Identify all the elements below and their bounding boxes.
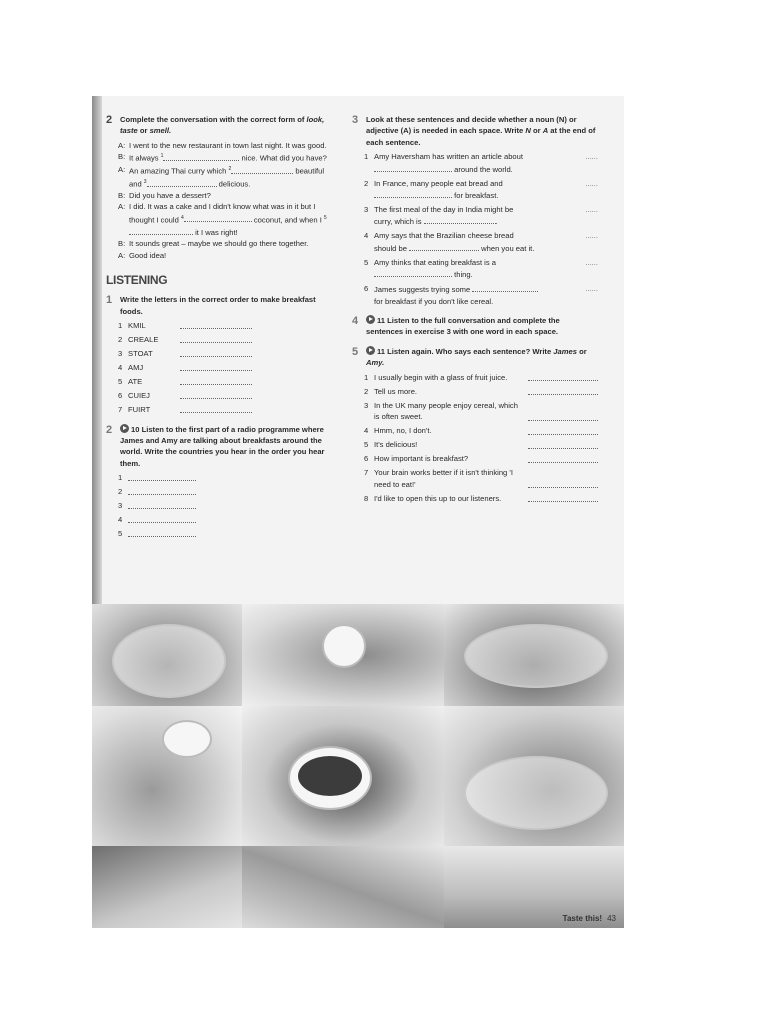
answer-line[interactable] (528, 426, 598, 435)
photo-fork-plate (92, 846, 242, 928)
exercise-instruction: 11 Listen to the full conversation and complete the sentences in exercise 3 with one word in each space. (366, 316, 560, 337)
answer-line[interactable] (180, 320, 252, 329)
list-item: 3 STOAT (118, 348, 334, 359)
answer-line[interactable] (180, 362, 252, 371)
answer-line[interactable] (180, 348, 252, 357)
conversation-line: B: It sounds great – maybe we should go there together. (118, 239, 309, 249)
exercise-instruction: Look at these sentences and decide whether a noun (N) or adjective (A) is needed in each space. Write N or A at the end of each sentence. (366, 115, 596, 147)
answer-gap-3[interactable] (147, 178, 217, 187)
answer-line[interactable] (128, 528, 196, 537)
na-answer-line[interactable]: ...... (585, 231, 598, 241)
exercise-number: 5 (352, 345, 359, 358)
answer-line[interactable] (180, 390, 252, 399)
exercise-instruction: 11 Listen again. Who says each sentence? Write James or Amy. (366, 346, 587, 368)
list-item: 4 (118, 514, 334, 525)
list-item: 5 It's delicious! (364, 439, 598, 450)
answer-line[interactable] (528, 454, 598, 463)
conversation-line: A: I did. It was a cake and I didn't know what was in it but I thought I could $^4$ coconut, and when I $^5$ it I was right! (118, 202, 327, 237)
exercise-number: 4 (352, 315, 359, 328)
answer-gap[interactable] (374, 268, 452, 277)
list-item: 2 Tell us more. (364, 386, 598, 397)
list-item: 8 I'd like to open this up to our listeners. (364, 493, 598, 504)
photo-fruit-tart (444, 604, 624, 706)
answer-gap-2[interactable] (231, 165, 293, 174)
speaker-list (364, 372, 598, 504)
answer-gap-1[interactable] (163, 152, 239, 161)
na-answer-line[interactable]: ...... (585, 284, 598, 294)
exercise-instruction: Write the letters in the correct order to make breakfast foods. (120, 295, 316, 316)
list-item: 3 In the UK many people enjoy cereal, which is often sweet. (364, 400, 598, 423)
answer-line[interactable] (528, 412, 598, 421)
conversation-line: A: Good idea! (118, 250, 167, 260)
answer-gap[interactable] (424, 215, 496, 224)
right-column (352, 114, 598, 512)
na-answer-line[interactable]: ...... (585, 257, 598, 267)
exercise-number: 2 (106, 423, 113, 436)
answer-line[interactable] (128, 472, 196, 481)
photo-croissants (242, 604, 444, 706)
answer-gap-4[interactable] (184, 213, 252, 222)
answer-line[interactable] (528, 372, 598, 381)
answer-line[interactable] (128, 500, 196, 509)
conversation-line: B: Did you have a dessert? (118, 191, 211, 201)
photo-coffee-cup (92, 706, 242, 846)
answer-line[interactable] (528, 493, 598, 502)
answer-line[interactable] (528, 479, 598, 488)
list-item: 1 KMIL (118, 320, 334, 331)
audio-play-icon[interactable] (120, 424, 129, 433)
exercise-number: 2 (106, 114, 113, 126)
answer-line[interactable] (528, 386, 598, 395)
list-item: 2 CREALE (118, 334, 334, 345)
list-item: 3 (118, 500, 334, 511)
conversation-line: A: An amazing Thai curry which $^2$ beautiful and $^3$ delicious. (118, 165, 325, 189)
answer-line[interactable] (180, 334, 252, 343)
answer-gap[interactable] (409, 242, 479, 251)
answer-line[interactable] (180, 376, 252, 385)
answer-line[interactable] (528, 440, 598, 449)
exercise-3 (352, 114, 598, 307)
breakfast-photo-collage (92, 604, 624, 928)
countries-list (118, 472, 334, 539)
answer-gap[interactable] (374, 189, 452, 198)
list-item: 7 FUIRT (118, 404, 334, 415)
na-answer-line[interactable]: ...... (585, 178, 598, 188)
conversation (118, 140, 334, 261)
list-item: 1 (118, 472, 334, 483)
list-item: 3 The first meal of the day in India might be curry, which is . ...... (364, 205, 598, 227)
conversation-line: B: It always $^1$ nice. What did you have? (118, 152, 327, 163)
na-answer-line[interactable]: ...... (585, 205, 598, 215)
listening-exercise-2 (106, 424, 334, 540)
exercise-number: 3 (352, 114, 359, 126)
list-item: 7 Your brain works better if it isn't thinking 'I need to eat!' (364, 467, 598, 490)
exercise-number: 1 (106, 294, 113, 307)
listening-exercise-1 (106, 294, 334, 415)
photo-salad-plate (92, 604, 242, 706)
answer-gap[interactable] (374, 163, 452, 172)
list-item: 6 James suggests trying some for breakfast if you don't like cereal. ...... (364, 284, 598, 306)
list-item: 2 (118, 486, 334, 497)
list-item: 5 (118, 528, 334, 539)
anagram-list (118, 320, 334, 415)
list-item: 5 Amy thinks that eating breakfast is a thing. ...... (364, 257, 598, 280)
workbook-page (92, 96, 624, 928)
page-number: 43 (607, 914, 616, 923)
list-item: 1 I usually begin with a glass of fruit juice. (364, 372, 598, 383)
list-item: 6 How important is breakfast? (364, 453, 598, 464)
answer-gap[interactable] (472, 283, 538, 292)
list-item: 5 ATE (118, 376, 334, 387)
list-item: 6 CUIEJ (118, 390, 334, 401)
answer-line[interactable] (128, 486, 196, 495)
exercise-2-grammar (106, 114, 334, 261)
sentence-list (364, 151, 598, 307)
audio-play-icon[interactable] (366, 315, 375, 324)
photo-tea-cup (242, 706, 444, 846)
list-item: 2 In France, many people eat bread and for breakfast. ...... (364, 178, 598, 201)
left-column (106, 114, 334, 548)
exercise-instruction: 10 Listen to the first part of a radio programme where James and Amy are talking about breakfasts around the world. Write the countries you hear in the order you hear them. (120, 424, 325, 468)
answer-line[interactable] (128, 514, 196, 523)
list-item: 4 AMJ (118, 362, 334, 373)
audio-play-icon[interactable] (366, 346, 375, 355)
list-item: 1 Amy Haversham has written an article about around the world. ...... (364, 152, 598, 174)
exercise-4 (352, 315, 598, 338)
photo-waffles (444, 706, 624, 846)
conversation-line: A: I went to the new restaurant in town last night. It was good. (118, 140, 327, 150)
na-answer-line[interactable]: ...... (585, 152, 598, 162)
section-title-listening: LISTENING (106, 273, 168, 287)
exercise-5 (352, 346, 598, 504)
photo-pastries (242, 846, 444, 928)
answer-gap-5[interactable] (129, 226, 193, 235)
list-item: 4 Amy says that the Brazilian cheese bread should be when you eat it. ...... (364, 231, 598, 253)
list-item: 4 Hmm, no, I don't. (364, 425, 598, 436)
exercise-instruction: Complete the conversation with the correct form of look, taste or smell. (120, 115, 325, 136)
photo-cereal-bowl (444, 846, 624, 928)
page-footer: Taste this! 43 (562, 914, 616, 923)
answer-line[interactable] (180, 404, 252, 413)
